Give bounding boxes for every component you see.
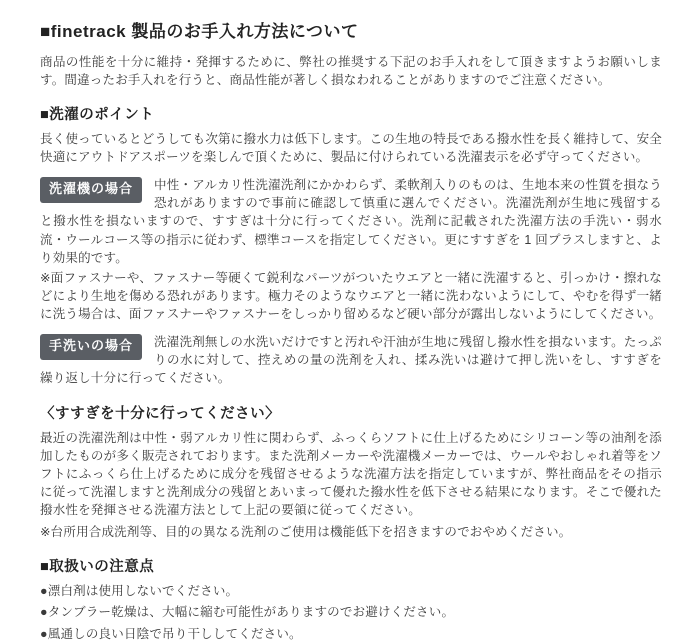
handling-list [40,582,662,642]
hand-wash-section [40,333,662,387]
handling-heading: ■取扱いの注意点 [40,559,155,576]
handling-item-tumble-dry: ●タンブラー乾燥は、大幅に縮む可能性がありますのでお避けください。 [40,605,455,620]
hand-wash-body: 洗濯洗剤無しの水洗いだけですと汚れや汗油が生地に残留し撥水性を損ないます。たっぷりの水に対して、控えめの量の洗剤を入れ、揉み洗いは避けて押し洗いをし、すすぎを繰り返し十分に行ってください。 [40,335,662,386]
intro-paragraph: 商品の性能を十分に維持・発揮するために、弊社の推奨する下記のお手入れをして頂きますようお願いします。間違ったお手入れを行うと、商品性能が著しく損なわれることがありますのでご注意ください。 [40,54,662,87]
machine-wash-section [40,176,662,267]
rinse-body: 最近の洗濯洗剤は中性・弱アルカリ性に関わらず、ふっくらソフトに仕上げるためにシリコーン等の油剤を添加したものが多く販売されております。また洗剤メーカーや洗濯機メーカーでは、ウールやおしゃれ着等をソフトにふっくら仕上げるために成分を残留させるような洗濯方法を指定していますが、弊社商品をその指示に従って洗濯しますと洗剤成分の残留とあいまって優れた撥水性を低下させる結果になります。そこで優れた撥水性を発揮させる洗濯方法として上記の要領に従ってください。 [40,430,662,518]
page-title: ■finetrack 製品のお手入れ方法について [40,22,359,41]
washing-points-body: 長く使っているとどうしても次第に撥水力は低下します。この生地の特長である撥水性を長く維持して、安全快適にアウトドアスポーツを楽しんで頂くために、製品に付けられている洗濯表示を必ず守ってください。 [40,131,662,165]
rinse-note: ※台所用合成洗剤等、目的の異なる洗剤のご使用は機能低下を招きますのでおやめください。 [40,525,572,540]
handling-item-hang-dry: ●風通しの良い日陰で吊り干ししてください。 [40,626,302,641]
hand-wash-badge: 手洗いの場合 [40,334,142,360]
machine-wash-badge: 洗濯機の場合 [40,177,142,203]
rinse-heading: 〈すすぎを十分に行ってください〉 [40,405,281,422]
machine-wash-note: ※面ファスナーや、ファスナー等硬くて鋭利なパーツがついたウエアと一緒に洗濯すると、引っかけ・擦れなどにより生地を傷める恐れがあります。極力そのようなウエアと一緒に洗わないようにして、やむを得ず一緒に洗う場合は、面ファスナーやファスナーをしっかり留めるなど硬い部分が露出しないようにしてください。 [40,270,662,322]
washing-points-heading: ■洗濯のポイント [40,106,155,123]
machine-wash-body: 中性・アルカリ性洗濯洗剤にかかわらず、柔軟剤入りのものは、生地本来の性質を損なう恐れがありますので事前に確認して慎重に選んでください。洗濯洗剤が生地に残留すると撥水性を損ないますので、すすぎは十分に行ってください。洗剤に記載された洗濯方法の手洗い・弱水流・ウールコース等の指示に従わず、標準コースを指定してください。更にすすぎを 1 回プラスしますと、より効果的です。 [40,178,662,265]
handling-item-bleach: ●漂白剤は使用しないでください。 [40,584,239,599]
